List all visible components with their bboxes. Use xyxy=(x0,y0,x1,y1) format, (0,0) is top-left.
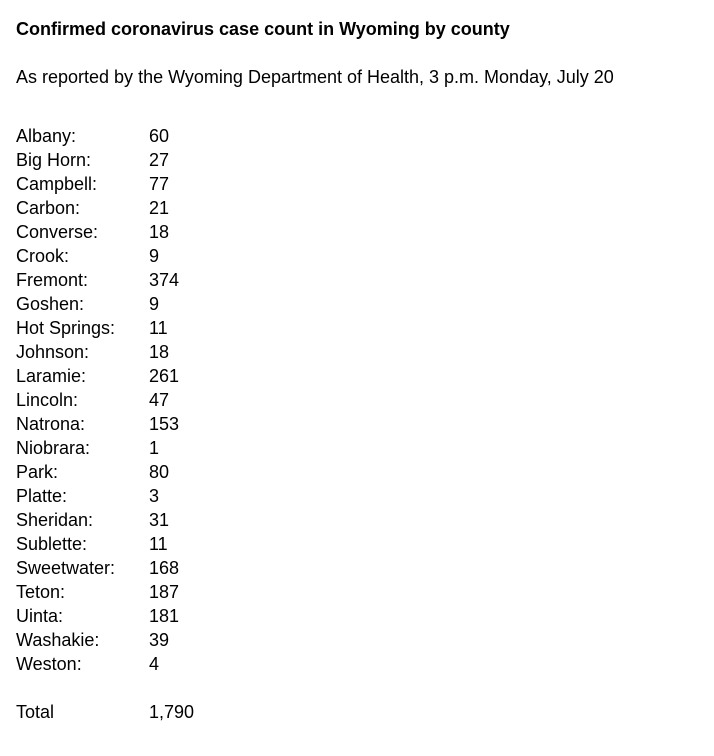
county-row xyxy=(16,124,714,148)
county-count: 39 xyxy=(149,630,170,650)
county-row xyxy=(16,412,714,436)
county-count: 181 xyxy=(149,606,180,626)
county-name: Park: xyxy=(16,462,59,482)
county-count: 4 xyxy=(149,654,160,674)
county-count: 168 xyxy=(149,558,180,578)
county-name: Sublette: xyxy=(16,534,88,554)
county-row xyxy=(16,388,714,412)
county-count: 47 xyxy=(149,390,170,410)
county-name: Converse: xyxy=(16,222,99,242)
county-row xyxy=(16,268,714,292)
county-count: 11 xyxy=(149,318,168,338)
county-name: Johnson: xyxy=(16,342,90,362)
county-row xyxy=(16,220,714,244)
county-row xyxy=(16,148,714,172)
county-count: 187 xyxy=(149,582,180,602)
county-row xyxy=(16,292,714,316)
county-row xyxy=(16,460,714,484)
total-label: Total xyxy=(16,702,55,722)
county-name: Laramie: xyxy=(16,366,87,386)
county-count: 60 xyxy=(149,126,170,146)
county-list xyxy=(16,124,714,676)
county-name: Campbell: xyxy=(16,174,98,194)
page-title: Confirmed coronavirus case count in Wyoming by county xyxy=(16,19,510,39)
total-row xyxy=(16,700,714,724)
county-name: Niobrara: xyxy=(16,438,91,458)
county-row xyxy=(16,244,714,268)
county-count: 11 xyxy=(149,534,168,554)
county-name: Platte: xyxy=(16,486,68,506)
page-subtitle: As reported by the Wyoming Department of Health, 3 p.m. Monday, July 20 xyxy=(16,67,614,87)
county-count: 3 xyxy=(149,486,160,506)
county-count: 153 xyxy=(149,414,180,434)
county-name: Lincoln: xyxy=(16,390,79,410)
county-name: Uinta: xyxy=(16,606,64,626)
county-row xyxy=(16,196,714,220)
county-row xyxy=(16,484,714,508)
county-name: Teton: xyxy=(16,582,66,602)
county-count: 18 xyxy=(149,342,170,362)
county-count: 9 xyxy=(149,246,160,266)
county-row xyxy=(16,172,714,196)
county-count: 27 xyxy=(149,150,170,170)
county-row xyxy=(16,340,714,364)
county-name: Albany: xyxy=(16,126,77,146)
county-count: 21 xyxy=(149,198,170,218)
county-row xyxy=(16,436,714,460)
county-row xyxy=(16,532,714,556)
county-row xyxy=(16,580,714,604)
county-count: 31 xyxy=(149,510,170,530)
county-count: 80 xyxy=(149,462,170,482)
county-count: 18 xyxy=(149,222,170,242)
county-name: Hot Springs: xyxy=(16,318,116,338)
county-name: Fremont: xyxy=(16,270,89,290)
county-name: Carbon: xyxy=(16,198,81,218)
county-row xyxy=(16,628,714,652)
county-name: Goshen: xyxy=(16,294,85,314)
county-count: 374 xyxy=(149,270,180,290)
county-name: Washakie: xyxy=(16,630,100,650)
county-name: Big Horn: xyxy=(16,150,92,170)
county-count: 9 xyxy=(149,294,160,314)
county-row xyxy=(16,316,714,340)
county-count: 1 xyxy=(149,438,160,458)
county-name: Natrona: xyxy=(16,414,86,434)
county-name: Sheridan: xyxy=(16,510,94,530)
total-value: 1,790 xyxy=(149,702,195,722)
county-row xyxy=(16,556,714,580)
county-row xyxy=(16,364,714,388)
county-row xyxy=(16,508,714,532)
county-count: 261 xyxy=(149,366,180,386)
document xyxy=(16,16,714,724)
county-row xyxy=(16,604,714,628)
county-count: 77 xyxy=(149,174,170,194)
county-name: Sweetwater: xyxy=(16,558,116,578)
county-name: Weston: xyxy=(16,654,82,674)
county-row xyxy=(16,652,714,676)
county-name: Crook: xyxy=(16,246,70,266)
